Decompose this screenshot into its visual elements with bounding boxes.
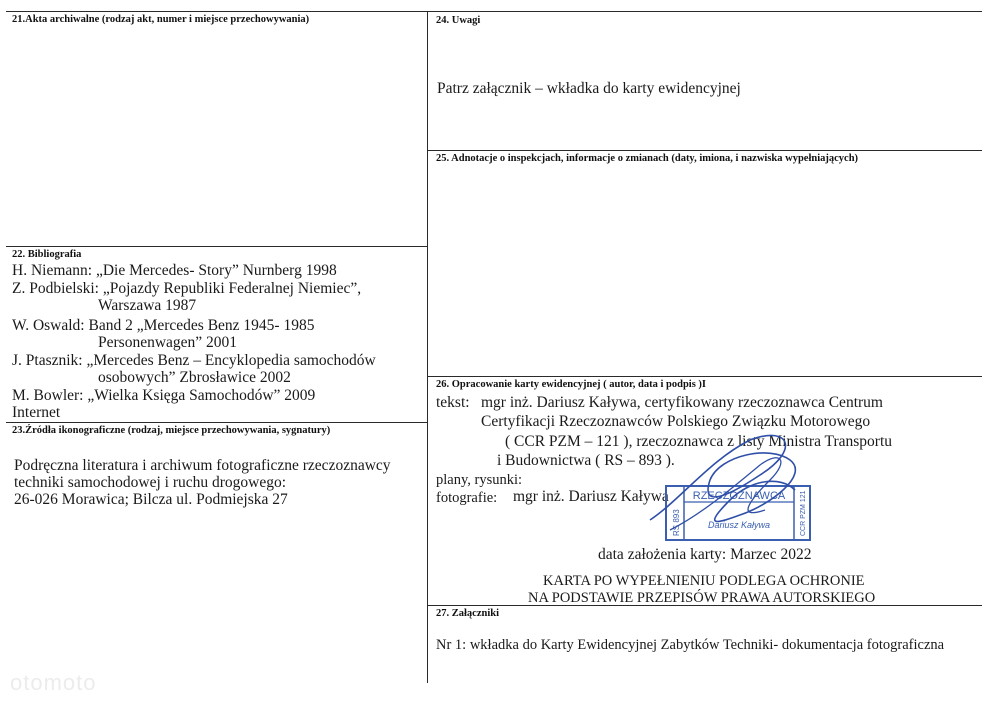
stamp-name: Dariusz Kaływa xyxy=(707,520,771,530)
bibliography-line: H. Niemann: „Die Mercedes- Story” Nurnberg 1998 xyxy=(12,262,337,279)
author-text-line: i Budownictwa ( RS – 893 ). xyxy=(497,452,675,469)
section-22-header: 22. Bibliografia xyxy=(12,249,82,260)
bibliography-line: J. Ptasznik: „Mercedes Benz – Encyklopedia samochodów xyxy=(12,352,376,369)
bibliography-line: osobowych” Zbrosławice 2002 xyxy=(98,369,291,386)
bibliography-line: Z. Podbielski: „Pojazdy Republiki Federalnej Niemiec”, xyxy=(12,280,362,297)
section-23-header: 23.Źródła ikonograficzne (rodzaj, miejsce przechowywania, sygnatury) xyxy=(12,425,331,436)
section-21-header: 21.Akta archiwalne (rodzaj akt, numer i miejsce przechowywania) xyxy=(12,14,310,25)
divider-25-26 xyxy=(428,376,982,377)
column-divider xyxy=(427,11,428,683)
bibliography-line: M. Bowler: „Wielka Księga Samochodów” 2009 xyxy=(12,387,316,404)
author-text-line: Certyfikacji Rzeczoznawców Polskiego Związku Motorowego xyxy=(481,413,871,430)
divider-22-23 xyxy=(6,422,428,423)
bibliography-line: W. Oswald: Band 2 „Mercedes Benz 1945- 1985 xyxy=(12,317,315,334)
date-line: data założenia karty: Marzec 2022 xyxy=(598,546,812,563)
section-25-header: 25. Adnotacje o inspekcjach, informacje o zmianach (daty, imiona, i nazwiska wypełniających) xyxy=(436,153,859,164)
plany-label: plany, rysunki: xyxy=(436,472,523,488)
photo-author: mgr inż. Dariusz Kaływa xyxy=(513,488,669,505)
stamp-right-code: CCR PZM 121 xyxy=(800,490,807,536)
author-text-line: mgr inż. Dariusz Kaływa, certyfikowany rzeczoznawca Centrum xyxy=(481,394,883,411)
bibliography-line: Personenwagen” 2001 xyxy=(98,334,238,351)
section-24-header: 24. Uwagi xyxy=(436,15,481,26)
stamp-title: RZECZOZNAWCA xyxy=(692,490,786,502)
top-rule xyxy=(6,11,982,12)
author-text-line: ( CCR PZM – 121 ), rzeczoznawca z listy Ministra Transportu xyxy=(505,433,893,450)
section-27-header: 27. Załączniki xyxy=(436,608,500,619)
bibliography-line: Warszawa 1987 xyxy=(98,297,197,314)
section-26-header: 26. Opracowanie karty ewidencyjnej ( autor, data i podpis )I xyxy=(436,379,706,390)
sources-line: 26-026 Morawica; Bilcza ul. Podmiejska 27 xyxy=(14,491,288,508)
sources-line: Podręczna literatura i archiwum fotograficzne rzeczoznawcy xyxy=(14,457,391,474)
bibliography-line: Internet xyxy=(12,404,61,421)
fotografie-label: fotografie: xyxy=(436,490,498,506)
copyright-notice-2: NA PODSTAWIE PRZEPISÓW PRAWA AUTORSKIEGO xyxy=(528,590,876,606)
watermark-logo: otomoto xyxy=(10,670,97,695)
divider-21-22 xyxy=(6,246,428,247)
remarks-text: Patrz załącznik – wkładka do karty ewidencyjnej xyxy=(437,80,741,97)
signature xyxy=(640,420,820,550)
divider-24-25 xyxy=(428,150,982,151)
sources-line: techniki samochodowej i ruchu drogowego: xyxy=(14,474,287,491)
tekst-label: tekst: xyxy=(436,394,470,411)
copyright-notice-1: KARTA PO WYPEŁNIENIU PODLEGA OCHRONIE xyxy=(543,573,865,589)
stamp-left-code: RS 893 xyxy=(672,509,681,536)
attachments-text: Nr 1: wkładka do Karty Ewidencyjnej Zabytków Techniki- dokumentacja fotograficzna xyxy=(436,637,945,653)
